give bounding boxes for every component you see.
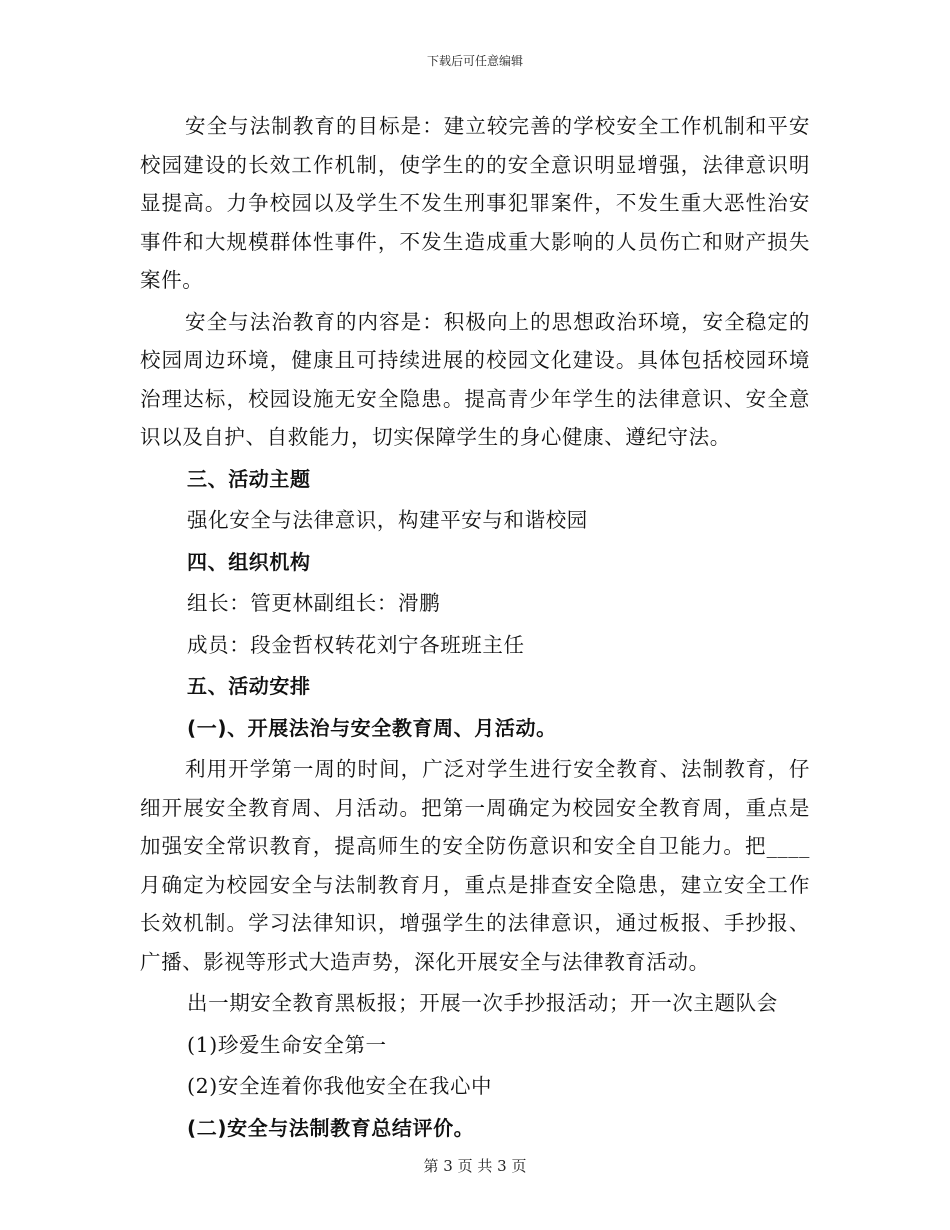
section-heading-theme: 三、活动主题 bbox=[187, 466, 311, 491]
page-header-note: 下载后可任意编辑 bbox=[426, 54, 523, 68]
theme-text: 强化安全与法律意识，构建平安与和谐校园 bbox=[187, 508, 588, 532]
section-heading-arrangement: 五、活动安排 bbox=[187, 674, 311, 698]
goal-paragraph: 安全与法制教育的目标是：建立较完善的学校安全工作机制和平安校园建设的长效工作机制，使学生的的安全意识明显增强，法律意识明显提高。力争校园以及学生不发生刑事犯罪案件，不发生重大恶性治安事件和大规模群体性事件，不发生造成重大影响的人员伤亡和财产损失案件。 bbox=[140, 114, 810, 292]
subsection-heading-1: (一)、开展法治与安全教育周、月活动。 bbox=[187, 715, 557, 740]
page-number: 第 3 页 共 3 页 bbox=[423, 1157, 527, 1175]
members-text: 成员：段金哲权转花刘宁各班班主任 bbox=[187, 632, 525, 657]
document-body bbox=[140, 107, 810, 1150]
list-item-1: (1)珍爱生命安全第一 bbox=[187, 1032, 387, 1057]
content-paragraph: 安全与法治教育的内容是：积极向上的思想政治环境，安全稳定的校园周边环境，健康且可持续进展的校园文化建设。具体包括校园环境治理达标，校园设施无安全隐患。提高青少年学生的法律意识、安全意识以及自护、自救能力，切实保障学生的身心健康、遵纪守法。 bbox=[140, 309, 810, 449]
arrangement-paragraph: 利用开学第一周的时间，广泛对学生进行安全教育、法制教育，仔细开展安全教育周、月活动。把第一周确定为校园安全教育周，重点是加强安全常识教育，提高师生的安全防伤意识和安全自卫能力。把____月确定为校园安全与法制教育月，重点是排查安全隐患，建立安全工作长效机制。学习法律知识，增强学生的法律意识，通过板报、手抄报、广播、影视等形式大造声势，深化开展安全与法律教育活动。 bbox=[140, 757, 810, 974]
list-item-2: (2)安全连着你我他安全在我心中 bbox=[187, 1074, 493, 1098]
leader-text: 组长：管更林副组长：滑鹏 bbox=[187, 591, 441, 615]
activities-text: 出一期安全教育黑板报；开展一次手抄报活动；开一次主题队会 bbox=[187, 991, 778, 1015]
section-heading-organization: 四、组织机构 bbox=[187, 549, 311, 574]
subsection-heading-2: (二)安全与法制教育总结评价。 bbox=[187, 1115, 475, 1140]
